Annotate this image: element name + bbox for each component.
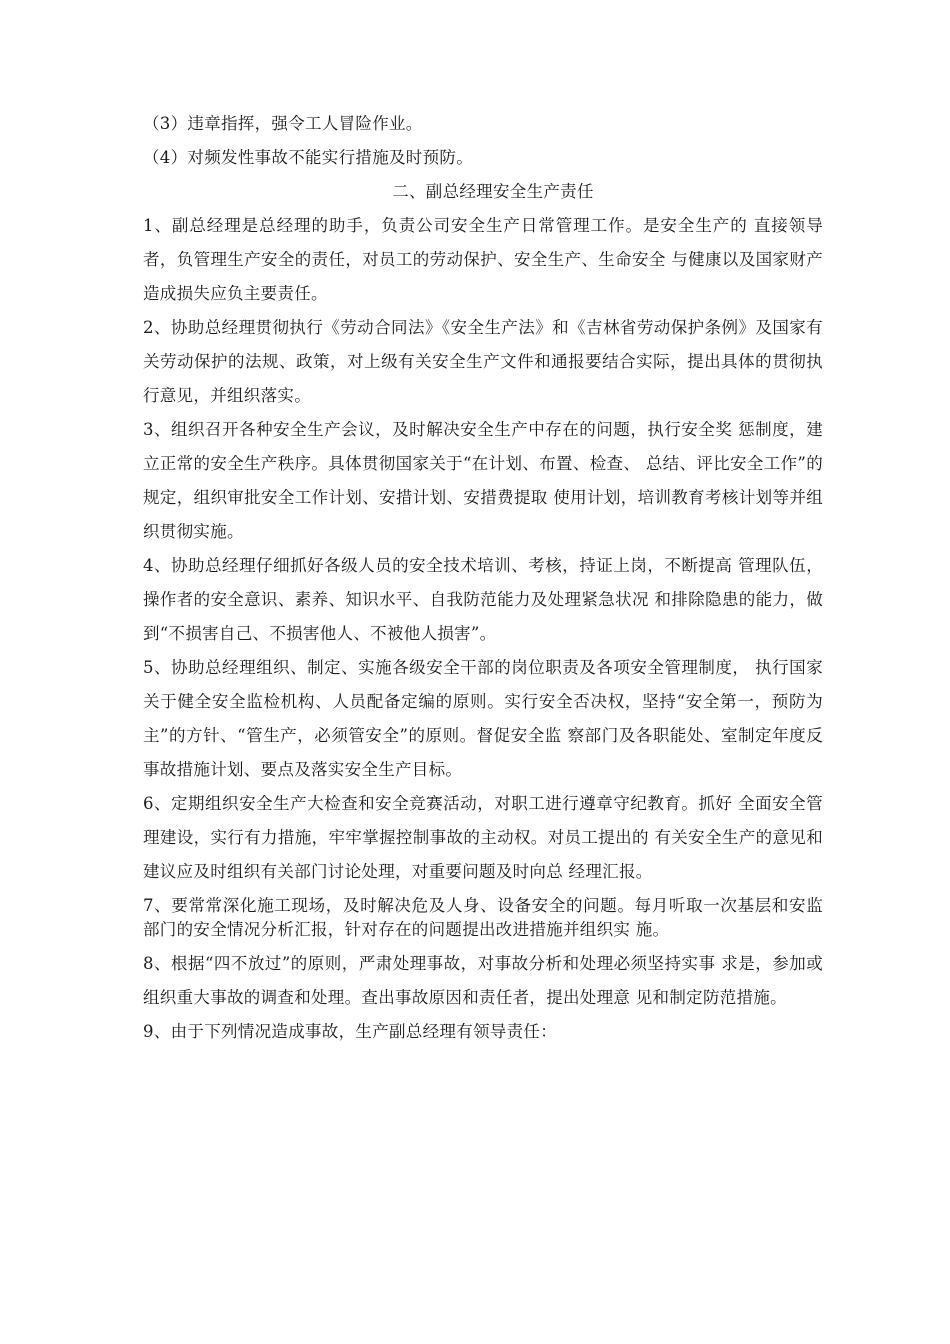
paragraph-8: 8、根据“四不放过”的原则，严肃处理事故，对事故分析和处理必须坚持实事 求是，参加或组织重大事故的调查和处理。查出事故原因和责任者，提出处理意 见和制定防范措施。 [143, 954, 823, 1007]
paragraph-7: 7、要常常深化施工现场，及时解决危及人身、设备安全的问题。每月听取一次基层和安监部门的安全情况分析汇报，针对存在的问题提出改进措施并组织实 施。 [143, 896, 823, 939]
paragraph-4: 4、协助总经理仔细抓好各级人员的安全技术培训、考核，持证上岗，不断提高 管理队伍，操作者的安全意识、素养、知识水平、自我防范能力及处理紧急状况 和排除隐患的能力，做到“不损害自己、不损害他人、不被他人损害”。 [143, 556, 823, 643]
paragraph-9: 9、由于下列情况造成事故，生产副总经理有领导责任： [143, 1022, 557, 1041]
paragraph-6: 6、定期组织安全生产大检查和安全竞赛活动，对职工进行遵章守纪教育。抓好 全面安全管理建设，实行有力措施，牢牢掌握控制事故的主动权。对员工提出的 有关安全生产的意见和建议应及时组织有关部门讨论处理，对重要问题及时向总 经理汇报。 [143, 794, 823, 881]
paragraph-3: 3、组织召开各种安全生产会议，及时解决安全生产中存在的问题，执行安全奖 惩制度，建立正常的安全生产秩序。具体贯彻国家关于“在计划、布置、检查、 总结、评比安全工作”的规定，组织审批安全工作计划、安措计划、安措费提取 使用计划，培训教育考核计划等并组织贯彻实施。 [143, 420, 823, 541]
list-item: （3）违章指挥，强令工人冒险作业。 [143, 114, 423, 133]
paragraph-5: 5、协助总经理组织、制定、实施各级安全干部的岗位职责及各项安全管理制度， 执行国家关于健全安全监检机构、人员配备定编的原则。实行安全否决权，坚持“安全第一，预防为主”的方针、“管生产，必须管安全”的原则。督促安全监 察部门及各职能处、室制定年度反事故措施计划、要点及落实安全生产目标。 [143, 658, 823, 779]
paragraph-2: 2、协助总经理贯彻执行《劳动合同法》《安全生产法》和《吉林省劳动保护条例》及国家有关劳动保护的法规、政策，对上级有关安全生产文件和通报要结合实际，提出具体的贯彻执行意见，并组织落实。 [143, 318, 823, 405]
section-heading: 二、副总经理安全生产责任 [392, 182, 594, 201]
paragraph-1: 1、副总经理是总经理的助手，负责公司安全生产日常管理工作。是安全生产的 直接领导者，负管理生产安全的责任，对员工的劳动保护、安全生产、生命安全 与健康以及国家财产造成损失应负主要责任。 [143, 216, 823, 303]
list-item: （4）对频发性事故不能实行措施及时预防。 [143, 148, 473, 167]
document-body [143, 107, 823, 1049]
